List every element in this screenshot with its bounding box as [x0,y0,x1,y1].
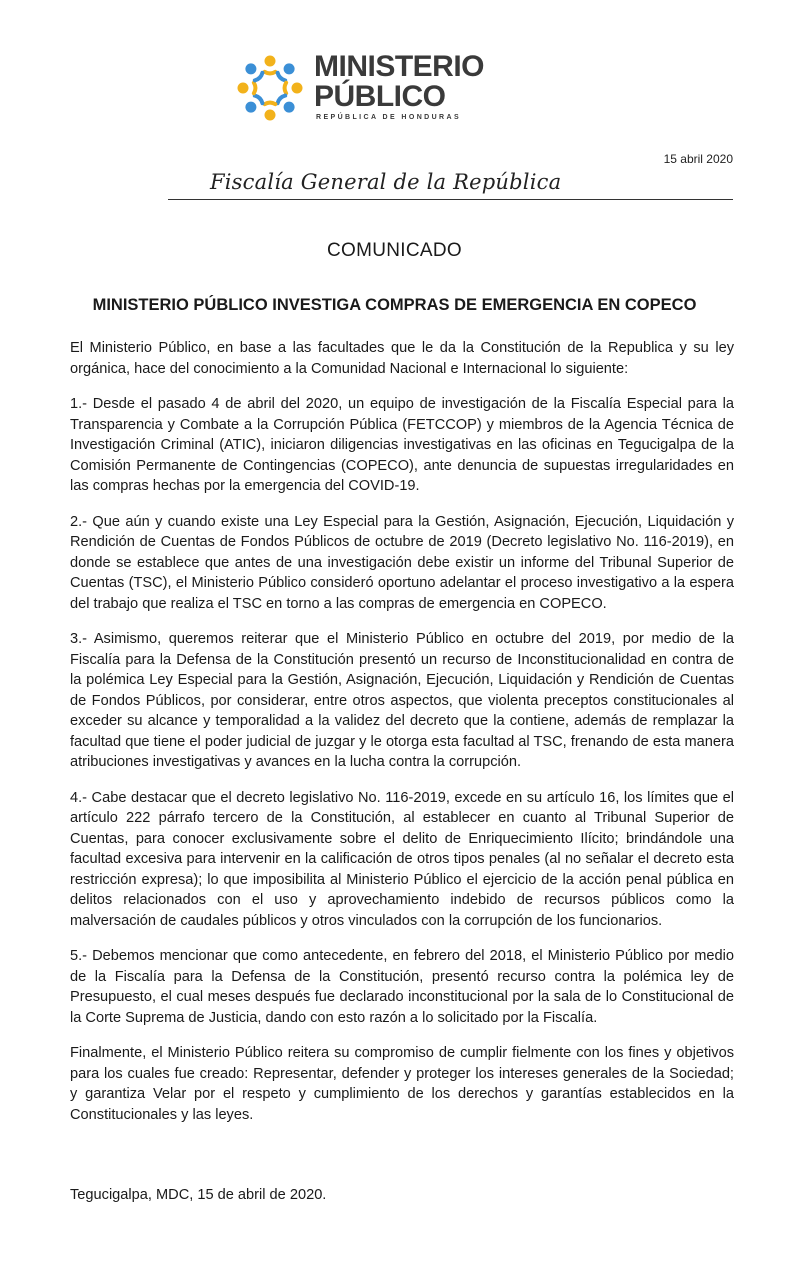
paragraph-2: 2.- Que aún y cuando existe una Ley Especial para la Gestión, Asignación, Ejecución, Liquidación y Rendición de Cuentas de Fondos Públicos de octubre de 2019 (Decreto legislativo No. 116-2019), en donde se establece que antes de una investigación debe existir un informe del Tribunal Superior de Cuentas (TSC), el Ministerio Público consideró oportuno adelantar el proceso investigativo a la espera del trabajo que realiza el TSC en torno a las compras de emergencia en COPECO. [70,513,734,612]
office-signature-line: Fiscalía General de la República [210,170,562,194]
emblem-figure-head [245,63,256,74]
emblem-figure-head [284,63,295,74]
emblem-figure-head [284,102,295,113]
header-divider [168,199,733,200]
logo-title-line1: MINISTERIO [314,50,485,83]
closing-place-date: Tegucigalpa, MDC, 15 de abril de 2020. [70,1187,327,1203]
document-date: 15 abril 2020 [663,152,733,166]
document-type-heading: COMUNICADO [327,240,462,261]
emblem-figure-head [265,110,276,121]
paragraph-3: 3.- Asimismo, queremos reiterar que el Ministerio Público en octubre del 2019, por medio de la Fiscalía para la Defensa de la Constitución presentó un recurso de Inconstitucionalidad en contra de la polémica Ley Especial para la Gestión, Asignación, Ejecución, Liquidación y Rendición de Cuentas de Fondos Públicos, por considerar, entre otros aspectos, que violenta preceptos constitucionales al exceder su alcance y temporalidad a la validez del decreto que la contiene, además de remplazar la facultad que tiene el poder judicial de juzgar y le otorga esta facultad al TSC, frenando de esta manera atribuciones investigativas y avances en la lucha contra la corrupción. [70,631,734,770]
emblem-figure-arms [254,83,256,94]
people-circle-emblem-icon [232,48,310,130]
emblem-figure-arms [278,96,286,104]
emblem-figure-arms [255,96,263,104]
final-paragraph: Finalmente, el Ministerio Público reitera su compromiso de cumplir fielmente con los fines y objetivos para los cuales fue creado: Representar, defender y proteger los intereses generales de la Sociedad; y garantiza Velar por el respeto y cumplimiento de los derechos y garantías establecidos en la Constitucionales y las leyes. [70,1045,734,1123]
emblem-figure-head [292,83,303,94]
press-release-body [70,338,734,1140]
emblem-figure-head [245,102,256,113]
press-release-headline: MINISTERIO PÚBLICO INVESTIGA COMPRAS DE EMERGENCIA EN COPECO [92,296,697,314]
paragraph-4: 4.- Cabe destacar que el decreto legislativo No. 116-2019, excede en su artículo 16, los límites que el artículo 222 párrafo tercero de la Constitución, al establecer en cuanto al Tribunal Superior de Cuentas, para conocer exclusivamente sobre el delito de Enriquecimiento Ilícito; brindándole una facultad excesiva para intervenir en la calificación de otros tipos penales (al no señalar el decreto esta restricción expresa); lo que imposibilita al Ministerio Público el ejercicio de la acción penal pública en delitos relacionados con el uso y aprovechamiento indebido de recursos públicos como la malversación de caudales públicos y otros vinculados con la corrupción de los funcionarios. [70,789,734,929]
emblem-figure-head [238,83,249,94]
emblem-figure-arms [278,73,286,81]
emblem-figure-arms [255,73,263,81]
intro-paragraph: El Ministerio Público, en base a las facultades que le da la Constitución de la Republica y su ley orgánica, hace del conocimiento a la Comunidad Nacional e Internacional lo siguiente: [70,340,734,377]
ministerio-publico-logo [232,48,485,130]
emblem-figure-arms [285,83,287,94]
paragraph-1: 1.- Desde el pasado 4 de abril del 2020, un equipo de investigación de la Fiscalía Especial para la Transparencia y Combate a la Corrupción Pública (FETCCOP) y miembros de la Agencia Técnica de Investigación Criminal (ATIC), iniciaron diligencias investigativas en las oficinas en Tegucigalpa de la Comisión Permanente de Contingencias (COPECO), ante denuncia de supuestas irregularidades en las compras hechas por la emergencia del COVID-19. [70,396,734,494]
emblem-figure-arms [265,72,276,74]
emblem-figure-head [265,56,276,67]
emblem-figure-arms [265,103,276,105]
logo-subtitle: REPÚBLICA DE HONDURAS [316,114,462,121]
logo-title-line2: PÚBLICO [314,80,446,113]
paragraph-5: 5.- Debemos mencionar que como antecedente, en febrero del 2018, el Ministerio Público por medio de la Fiscalía para la Defensa de la Constitución, presentó recurso contra la polémica ley de Presupuesto, el cual meses después fue declarado inconstitucional por la sala de lo Constitucional de la Corte Suprema de Justicia, dando con esto razón a lo solicitado por la Fiscalía. [70,948,734,1026]
